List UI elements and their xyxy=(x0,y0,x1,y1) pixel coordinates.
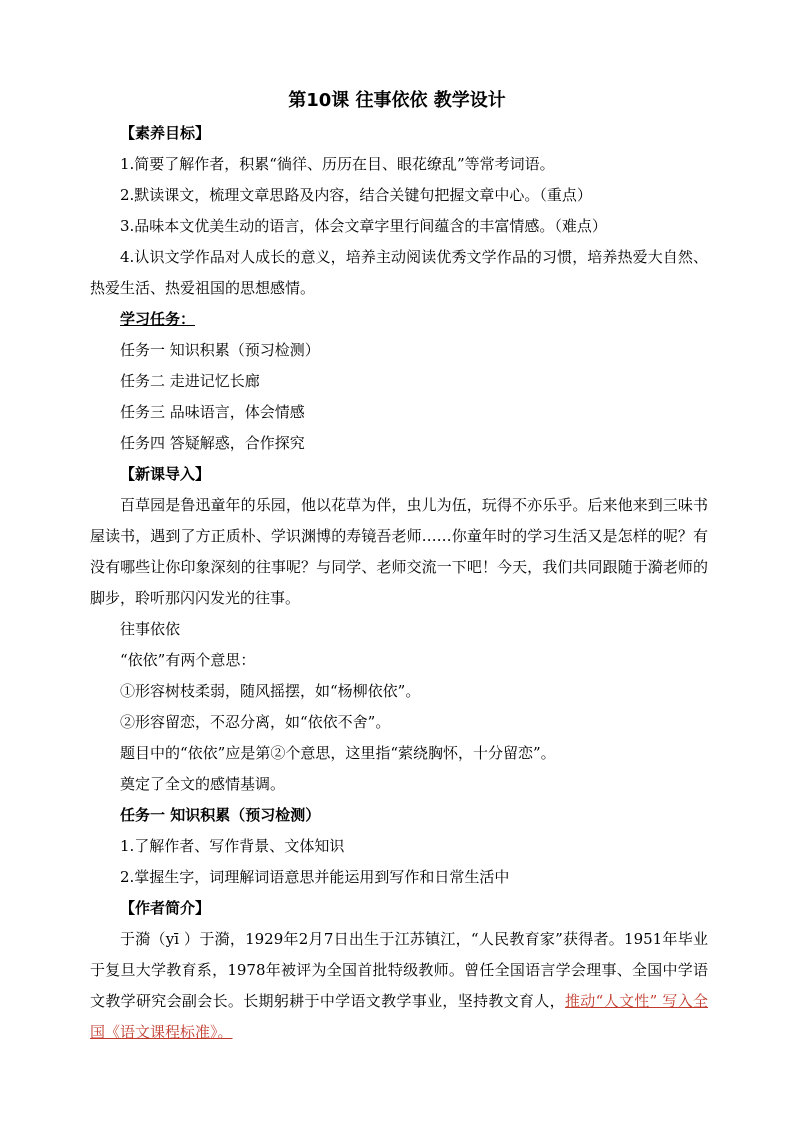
intro-paragraph: 百草园是鲁迅童年的乐园，他以花草为伴，虫儿为伍，玩得不亦乐乎。后来他来到三味书屋读书，遇到了方正质朴、学识渊博的寿镜吾老师……你童年时的学习生活又是怎样的呢？有没有哪些让你印象深刻的往事呢？与同学、老师交流一下吧！今天，我们共同跟随于漪老师的脚步，聆听那闪闪发光的往事。 xyxy=(90,496,708,607)
intro-heading: 【新课导入】 xyxy=(120,465,211,483)
goal-item: 2.默读课文，梳理文章思路及内容，结合关键句把握文章中心。（重点） xyxy=(120,186,592,204)
goals-heading: 【素养目标】 xyxy=(120,124,211,142)
task1-item: 2.掌握生字，词理解词语意思并能运用到写作和日常生活中 xyxy=(120,868,510,886)
author-paragraph: 于漪（yī ）于漪，1929年2月7日出生于江苏镇江，“人民教育家”获得者。1951年毕业于复旦大学教育系，1978年被评为全国首批特级教师。曾任全国语言学会理事、全国中学语文教学研究会副会长。长期躬耕于中学语文教学事业，坚持教文育人，推动“人文性” 写入全国《语文课程标准》。 xyxy=(90,930,708,1041)
task-item: 任务三 品味语言，体会情感 xyxy=(120,403,305,421)
document-body xyxy=(90,118,708,1048)
goal-item: 3.品味本文优美生动的语言，体会文章字里行间蕴含的丰富情感。（难点） xyxy=(120,217,607,235)
task-item: 任务四 答疑解惑，合作探究 xyxy=(120,434,305,452)
task1-heading: 任务一 知识积累（预习检测） xyxy=(120,806,321,824)
goal-item: 4.认识文学作品对人成长的意义，培养主动阅读优秀文学作品的习惯，培养热爱大自然、热爱生活、热爱祖国的思想感情。 xyxy=(90,248,708,297)
intro-line: 题目中的“依依”应是第②个意思，这里指“萦绕胸怀，十分留恋”。 xyxy=(120,744,556,762)
intro-line: 往事依依 xyxy=(120,620,181,638)
task-item: 任务一 知识积累（预习检测） xyxy=(120,341,320,359)
intro-line: ①形容树枝柔弱，随风摇摆，如“杨柳依依”。 xyxy=(120,682,421,700)
goal-item: 1.简要了解作者，积累“徜徉、历历在目、眼花缭乱”等常考词语。 xyxy=(120,155,555,173)
author-heading: 【作者简介】 xyxy=(120,899,211,917)
intro-line: ②形容留恋，不忍分离，如“依依不舍”。 xyxy=(120,713,391,731)
author-link-text[interactable]: 推动“人文性” 写入全国《语文课程标准》。 xyxy=(90,992,708,1041)
intro-line: “依依”有两个意思： xyxy=(120,651,256,669)
tasks-heading: 学习任务： xyxy=(120,310,196,328)
task-item: 任务二 走进记忆长廊 xyxy=(120,372,260,390)
page-title: 第10课 往事依依 教学设计 xyxy=(288,90,506,111)
intro-line: 奠定了全文的感情基调。 xyxy=(120,775,286,793)
task1-item: 1.了解作者、写作背景、文体知识 xyxy=(120,837,345,855)
